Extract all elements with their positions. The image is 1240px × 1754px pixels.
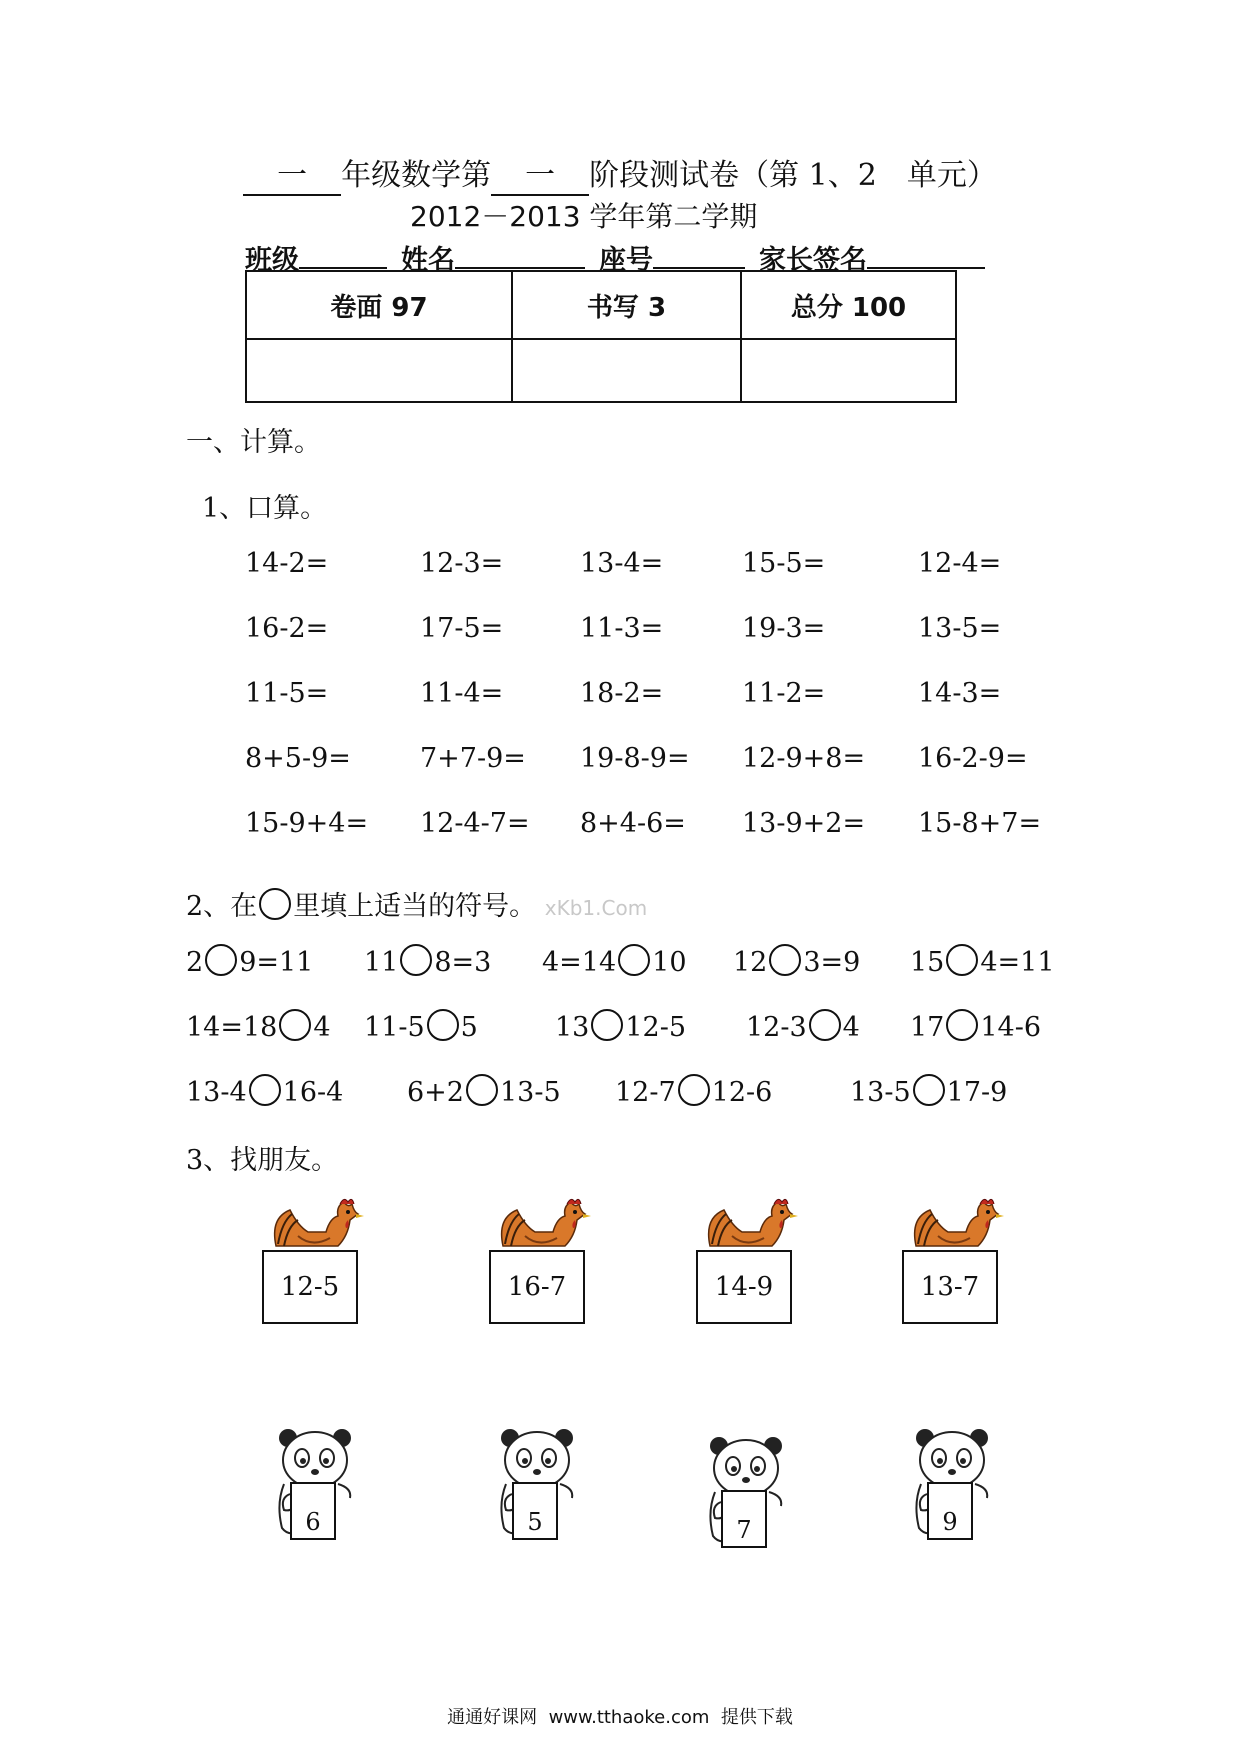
- symbol-left: 13-4: [186, 1077, 247, 1108]
- symbol-problem: [186, 1074, 343, 1108]
- symbol-problem: [910, 1009, 1041, 1043]
- symbol-problem: [850, 1074, 1007, 1108]
- footer: 通通好课网 www.tthaoke.com 提供下载: [447, 1707, 793, 1728]
- answer-circle[interactable]: [618, 944, 650, 976]
- oral-row: [0, 548, 1240, 588]
- panda-card[interactable]: 5: [512, 1482, 558, 1540]
- oral-problem[interactable]: 18-2=: [580, 678, 664, 709]
- symbol-right: 14-6: [980, 1012, 1042, 1043]
- symbol-left: 13-5: [850, 1077, 911, 1108]
- rooster-card[interactable]: 13-7: [902, 1250, 998, 1324]
- symbol-row: [0, 1074, 1240, 1114]
- class-blank[interactable]: [299, 245, 387, 269]
- rooster-card[interactable]: 16-7: [489, 1250, 585, 1324]
- oral-problem[interactable]: 19-3=: [742, 613, 826, 644]
- score-cell-total[interactable]: [741, 339, 956, 402]
- watermark: xKb1.Com: [544, 896, 648, 920]
- symbol-left: 11-5: [364, 1012, 425, 1043]
- answer-circle[interactable]: [466, 1074, 498, 1106]
- symbol-problem: [186, 1009, 331, 1043]
- score-header-writing: 书写 3: [512, 271, 741, 339]
- rooster-icon: [908, 1196, 1008, 1256]
- oral-row: [0, 808, 1240, 848]
- stage-fill: 一: [491, 150, 589, 196]
- oral-problem[interactable]: 12-4-7=: [420, 808, 530, 839]
- symbol-problem: [910, 944, 1055, 978]
- answer-circle[interactable]: [809, 1009, 841, 1041]
- subtitle: 2012－2013 学年第二学期: [410, 200, 758, 233]
- title-part1: 年级数学第: [341, 158, 492, 193]
- answer-circle[interactable]: [946, 944, 978, 976]
- answer-circle[interactable]: [678, 1074, 710, 1106]
- oral-problem[interactable]: 17-5=: [420, 613, 504, 644]
- panda-card[interactable]: 7: [721, 1490, 767, 1548]
- symbol-right: 9=11: [239, 947, 314, 978]
- symbol-right: 17-9: [946, 1077, 1008, 1108]
- symbol-right: 12-5: [625, 1012, 687, 1043]
- symbol-left: 6+2: [407, 1077, 464, 1108]
- answer-circle[interactable]: [427, 1009, 459, 1041]
- oral-problem[interactable]: 12-9+8=: [742, 743, 866, 774]
- oral-problem[interactable]: 13-4=: [580, 548, 664, 579]
- symbol-problem: [615, 1074, 772, 1108]
- answer-circle[interactable]: [769, 944, 801, 976]
- symbol-right: 4=11: [980, 947, 1055, 978]
- symbol-right: 4: [842, 1012, 860, 1043]
- title-part2: 阶段测试卷（第 1、2 单元）: [589, 158, 997, 193]
- rooster-card[interactable]: 14-9: [696, 1250, 792, 1324]
- sub1-heading: 1、口算。: [202, 493, 328, 524]
- oral-problem[interactable]: 13-9+2=: [742, 808, 866, 839]
- symbol-problem: [364, 944, 491, 978]
- section1-heading: 一、计算。: [186, 427, 321, 458]
- score-header-paper: 卷面 97: [246, 271, 512, 339]
- symbol-right: 13-5: [499, 1077, 561, 1108]
- circle-icon: [259, 888, 291, 920]
- symbol-left: 15: [910, 947, 945, 978]
- name-label: 姓名: [401, 245, 455, 276]
- sub3-heading: 3、找朋友。: [186, 1145, 339, 1176]
- oral-problem[interactable]: 15-5=: [742, 548, 826, 579]
- oral-problem[interactable]: 15-9+4=: [245, 808, 369, 839]
- oral-row: [0, 743, 1240, 783]
- symbol-left: 12: [733, 947, 768, 978]
- oral-problem[interactable]: 13-5=: [918, 613, 1002, 644]
- sub2-post: 里填上适当的符号。: [293, 891, 537, 922]
- oral-row: [0, 678, 1240, 718]
- page-title: [0, 150, 1240, 196]
- symbol-problem: [746, 1009, 860, 1043]
- sub2-heading: [186, 884, 647, 923]
- oral-problem[interactable]: 15-8+7=: [918, 808, 1042, 839]
- symbol-left: 12-3: [746, 1012, 807, 1043]
- symbol-problem: [186, 944, 313, 978]
- symbol-problem: [555, 1009, 686, 1043]
- symbol-problem: [364, 1009, 478, 1043]
- score-table: [245, 270, 957, 403]
- oral-problem[interactable]: 12-4=: [918, 548, 1002, 579]
- symbol-right: 5: [460, 1012, 478, 1043]
- answer-circle[interactable]: [249, 1074, 281, 1106]
- oral-problem[interactable]: 14-3=: [918, 678, 1002, 709]
- symbol-left: 12-7: [615, 1077, 676, 1108]
- symbol-right: 8=3: [434, 947, 492, 978]
- symbol-left: 4=14: [542, 947, 617, 978]
- symbol-row: [0, 1009, 1240, 1049]
- seat-blank[interactable]: [653, 245, 745, 269]
- score-header-total: 总分 100: [741, 271, 956, 339]
- score-cell-paper[interactable]: [246, 339, 512, 402]
- symbol-problem: [407, 1074, 561, 1108]
- oral-problem[interactable]: 11-2=: [742, 678, 826, 709]
- answer-circle[interactable]: [279, 1009, 311, 1041]
- grade-fill: 一: [243, 150, 341, 196]
- oral-problem[interactable]: 14-2=: [245, 548, 329, 579]
- symbol-right: 12-6: [711, 1077, 773, 1108]
- name-blank[interactable]: [455, 245, 585, 269]
- oral-problem[interactable]: 19-8-9=: [580, 743, 690, 774]
- symbol-left: 17: [910, 1012, 945, 1043]
- parent-blank[interactable]: [867, 245, 985, 269]
- symbol-left: 2: [186, 947, 204, 978]
- symbol-left: 11: [364, 947, 399, 978]
- oral-row: [0, 613, 1240, 653]
- answer-circle[interactable]: [591, 1009, 623, 1041]
- answer-circle[interactable]: [946, 1009, 978, 1041]
- oral-problem[interactable]: 11-5=: [245, 678, 329, 709]
- sub2-pre: 2、在: [186, 891, 258, 922]
- oral-problem[interactable]: 8+5-9=: [245, 743, 351, 774]
- symbol-right: 3=9: [803, 947, 861, 978]
- symbol-problem: [733, 944, 860, 978]
- score-cell-writing[interactable]: [512, 339, 741, 402]
- parent-label: 家长签名: [759, 245, 867, 276]
- answer-circle[interactable]: [913, 1074, 945, 1106]
- rooster-card[interactable]: 12-5: [262, 1250, 358, 1324]
- symbol-problem: [542, 944, 687, 978]
- symbol-right: 4: [313, 1012, 331, 1043]
- rooster-icon: [268, 1196, 368, 1256]
- panda-card[interactable]: 6: [290, 1482, 336, 1540]
- oral-problem[interactable]: 16-2-9=: [918, 743, 1028, 774]
- oral-problem[interactable]: 11-4=: [420, 678, 504, 709]
- oral-problem[interactable]: 7+7-9=: [420, 743, 526, 774]
- answer-circle[interactable]: [205, 944, 237, 976]
- symbol-right: 16-4: [282, 1077, 344, 1108]
- answer-circle[interactable]: [400, 944, 432, 976]
- oral-problem[interactable]: 11-3=: [580, 613, 664, 644]
- rooster-icon: [702, 1196, 802, 1256]
- panda-card[interactable]: 9: [927, 1482, 973, 1540]
- symbol-left: 14=18: [186, 1012, 278, 1043]
- symbol-right: 10: [652, 947, 687, 978]
- class-label: 班级: [245, 245, 299, 276]
- oral-problem[interactable]: 8+4-6=: [580, 808, 686, 839]
- symbol-row: [0, 944, 1240, 984]
- symbol-left: 13: [555, 1012, 590, 1043]
- seat-label: 座号: [599, 245, 653, 276]
- rooster-icon: [495, 1196, 595, 1256]
- oral-problem[interactable]: 16-2=: [245, 613, 329, 644]
- oral-problem[interactable]: 12-3=: [420, 548, 504, 579]
